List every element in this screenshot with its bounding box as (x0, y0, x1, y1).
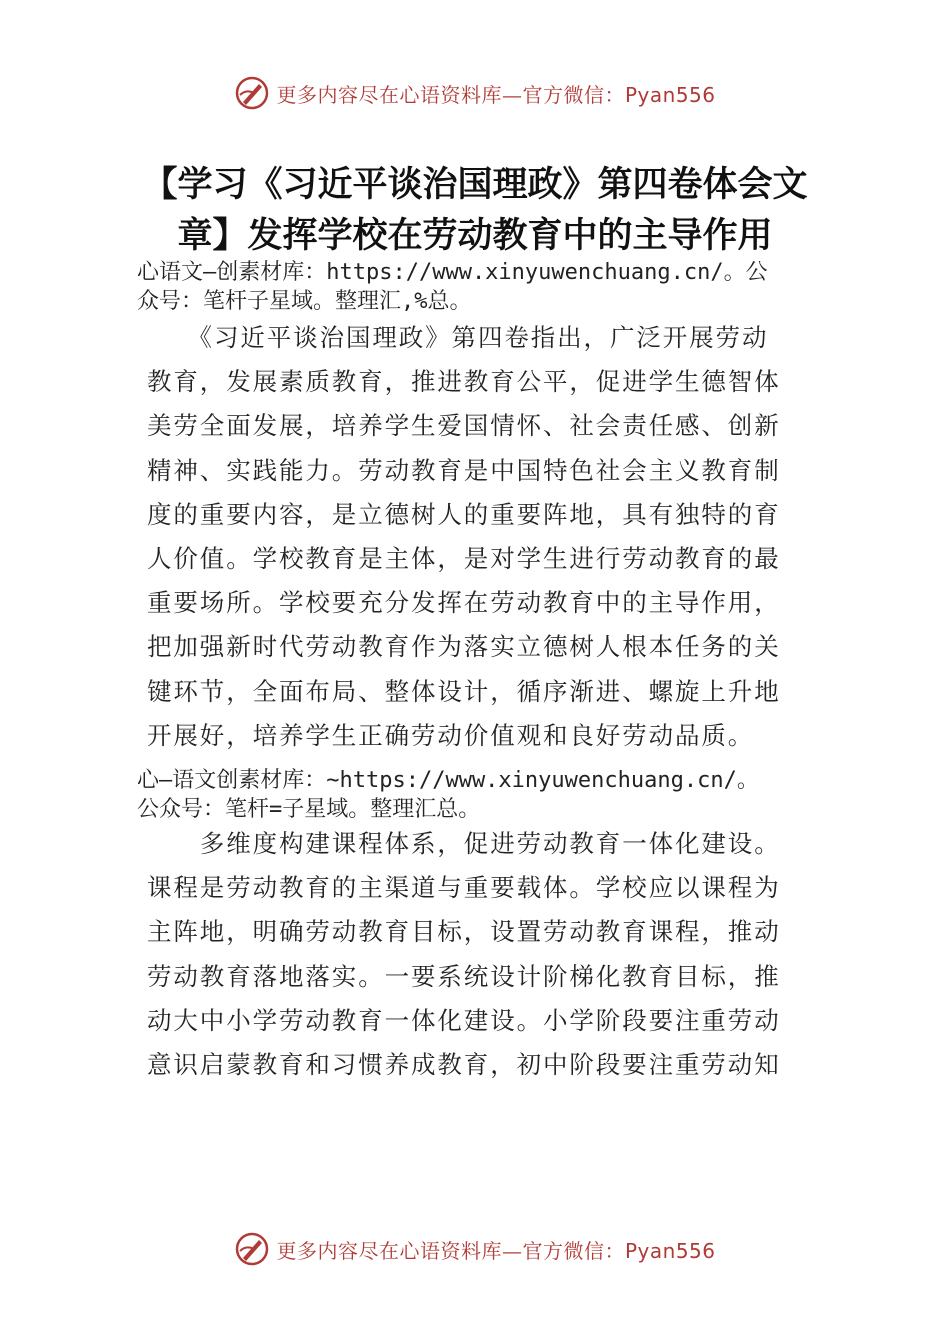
paragraph-line: 多维度构建课程体系，促进劳动教育一体化建设。 (147, 829, 781, 858)
paragraph-line: 开展好，培养学生正确劳动价值观和良好劳动品质。 (147, 720, 755, 750)
pen-logo-icon (234, 1231, 270, 1267)
paragraph-line: 重要场所。学校要充分发挥在劳动教育中的主导作用， (147, 588, 781, 618)
body-paragraph (147, 822, 807, 1087)
paragraph-line: 《习近平谈治国理政》第四卷指出，广泛开展劳动 (147, 323, 769, 352)
watermark-line: 众号：笔杆子星域。整理汇,%总。 (137, 289, 472, 314)
watermark-line: 公众号：笔杆=子星域。整理汇总。 (137, 797, 481, 822)
header-banner (0, 70, 950, 116)
paragraph-line: 主阵地，明确劳动教育目标，设置劳动教育课程，推动 (147, 917, 781, 947)
banner-text: 更多内容尽在心语资料库—官方微信：Pyan556 (276, 82, 716, 107)
paragraph-line: 键环节，全面布局、整体设计，循序渐进、螺旋上升地 (147, 676, 781, 706)
wechat-id: Pyan556 (624, 82, 716, 107)
paragraph-line: 课程是劳动教育的主渠道与重要载体。学校应以课程为 (147, 873, 781, 903)
watermark-line: 心语文—创素材库：https://www.xinyuwenchuang.cn/。公 (137, 260, 768, 285)
watermark-note (137, 766, 857, 824)
banner-text: 更多内容尽在心语资料库—官方微信：Pyan556 (276, 1238, 716, 1263)
watermark-line: 心—语文创素材库：~https://www.xinyuwenchuang.cn/。 (137, 768, 759, 793)
paragraph-line: 把加强新时代劳动教育作为落实立德树人根本任务的关 (147, 632, 781, 662)
paragraph-line: 度的重要内容，是立德树人的重要阵地，具有独特的育 (147, 499, 781, 529)
paragraph-line: 意识启蒙教育和习惯养成教育，初中阶段要注重劳动知 (147, 1049, 781, 1079)
paragraph-line: 劳动教育落地落实。一要系统设计阶梯化教育目标，推 (147, 961, 781, 991)
pen-logo-icon (234, 75, 270, 111)
wechat-id: Pyan556 (624, 1238, 716, 1263)
paragraph-line: 教育，发展素质教育，推进教育公平，促进学生德智体 (147, 367, 781, 397)
paragraph-line: 动大中小学劳动教育一体化建设。小学阶段要注重劳动 (147, 1005, 781, 1035)
watermark-note (137, 258, 857, 316)
title-line: 章】发挥学校在劳动教育中的主导作用 (177, 216, 773, 256)
paragraph-line: 人价值。学校教育是主体，是对学生进行劳动教育的最 (147, 543, 781, 573)
body-paragraph (147, 316, 807, 758)
title-line: 【学习《习近平谈治国理政》第四卷体会文 (142, 165, 808, 205)
article-title (60, 160, 890, 262)
footer-banner (0, 1226, 950, 1272)
paragraph-line: 美劳全面发展，培养学生爱国情怀、社会责任感、创新 (147, 411, 781, 441)
paragraph-line: 精神、实践能力。劳动教育是中国特色社会主义教育制 (147, 455, 781, 485)
